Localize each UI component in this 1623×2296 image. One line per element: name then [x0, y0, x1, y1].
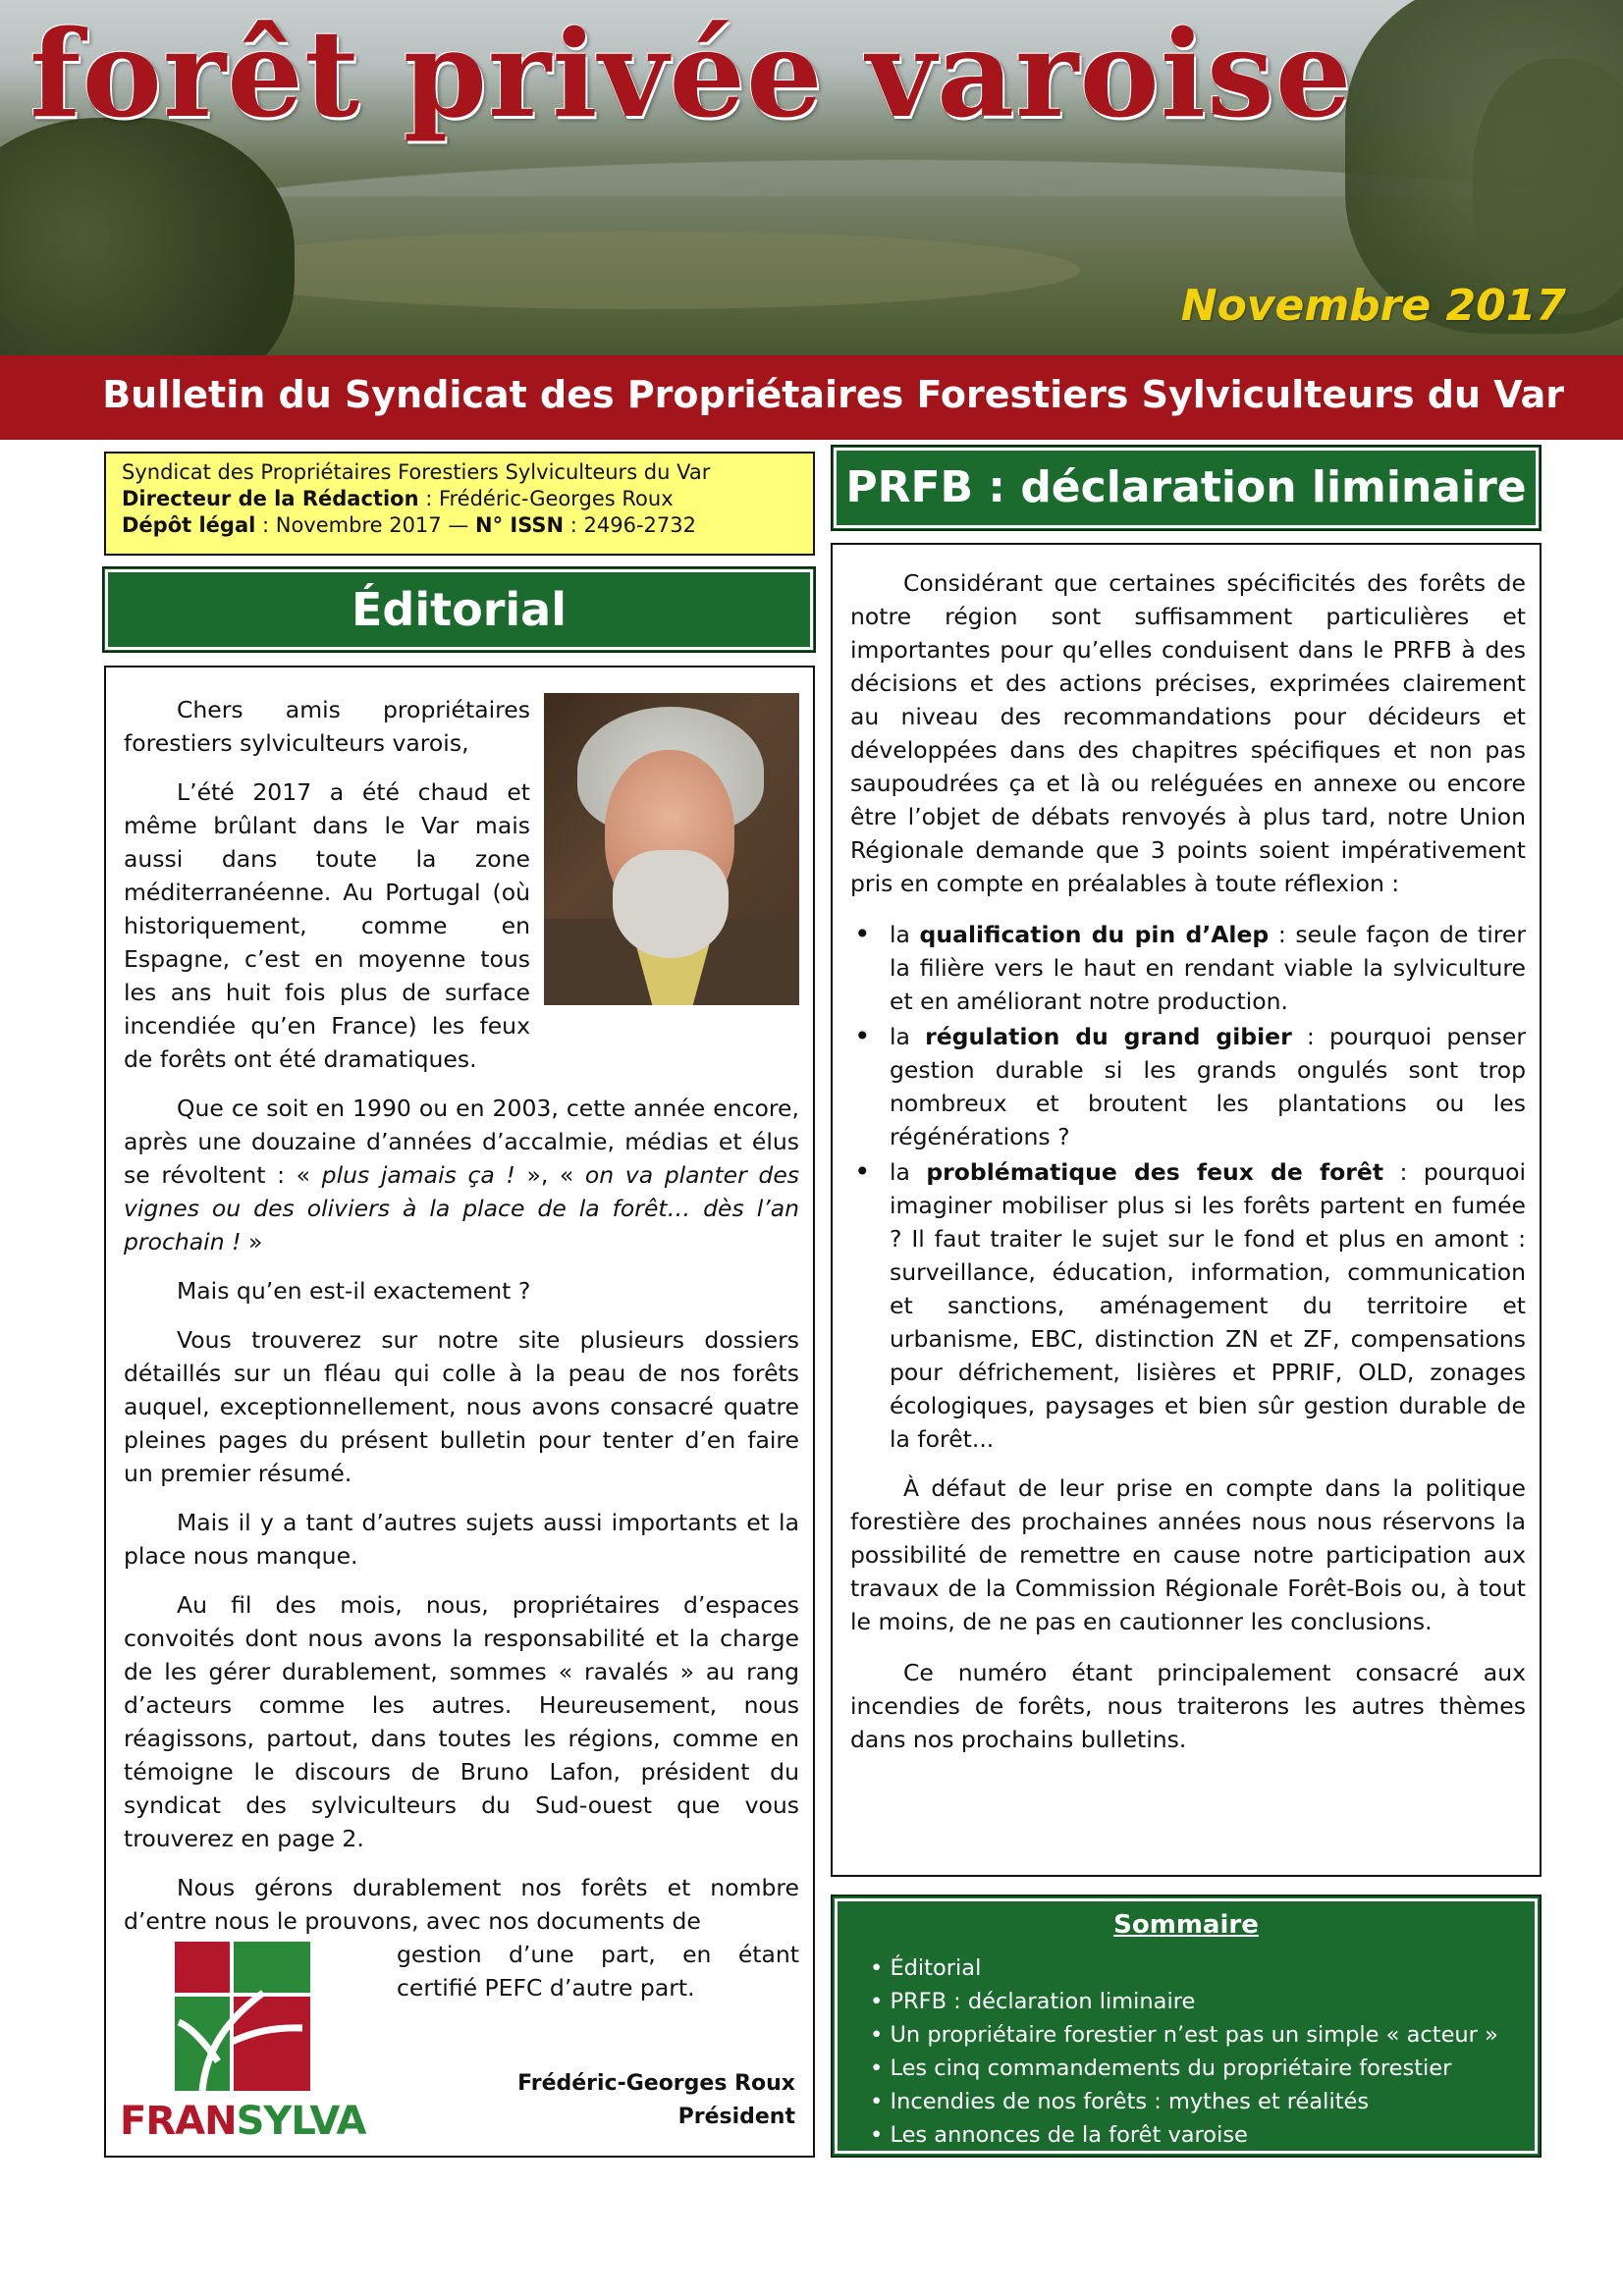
publication-info-box	[104, 452, 815, 556]
issue-date: Novembre 2017	[1180, 281, 1566, 331]
prfb-point: • la qualification du pin d’Alep : seule façon de tirer la filière vers le haut en rendant viable la sylviculture et en améliorant notre production.	[850, 918, 1526, 1018]
prfb-point: • la régulation du grand gibier : pourquoi penser gestion durable si les grands ongulés sont trop nombreux et broutent les plantations ou les régénérations ?	[850, 1020, 1526, 1153]
info-line-director: Directeur de la Rédaction : Frédéric-Georges Roux	[122, 487, 674, 510]
signature-name: Frédéric-Georges Roux	[517, 2071, 795, 2096]
toc-item[interactable]: • Les annonces de la forêt varoise	[870, 2118, 1498, 2152]
subtitle-bar	[0, 355, 1623, 440]
toc-item[interactable]: • Les cinq commandements du propriétaire forestier	[870, 2052, 1498, 2085]
editorial-article	[104, 666, 815, 2158]
table-of-contents	[831, 1895, 1542, 2158]
prfb-points-list	[850, 918, 1526, 1456]
prfb-heading: PRFB : déclaration liminaire	[831, 445, 1542, 531]
prfb-point: • la problématique des feux de forêt : pourquoi imaginer mobiliser plus si les forêts partent en fumée ? Il faut traiter le sujet sur le fond et plus en amont : surveillance, éducation, information, communication et sanctions, aménagement du territoire et urbanisme, EBC, distinction ZN et ZF, compensations pour défrichement, lisières et PPRIF, OLD, zonages écologiques, paysages et bien sûr gestion durable de la forêt...	[850, 1155, 1526, 1456]
toc-list	[870, 1951, 1498, 2152]
editorial-paragraph: Chers amis propriétaires forestiers sylviculteurs varois,	[124, 696, 530, 757]
signature-role: Président	[677, 2105, 795, 2129]
editorial-paragraph: Que ce soit en 1990 ou en 2003, cette année encore, après une douzaine d’années d’accalmie, médias et élus se révoltent : « plus jamais ça ! », « on va planter des vignes ou des oliviers à la place de la forêt… dès l’an prochain ! »	[124, 1095, 800, 1255]
toc-title: Sommaire	[1113, 1910, 1259, 1940]
toc-item[interactable]: • Éditorial	[870, 1951, 1498, 1985]
prfb-paragraph: Considérant que certaines spécificités des forêts de notre région sont suffisamment particulières et importantes pour qu’elles conduisent dans le PRFB à des décisions et des actions précises, exprimées clairement au niveau des recommandations pour décideurs et développées dans des chapitres spécifiques et non pas saupoudrées ça et là ou reléguées en annexe ou encore être l’objet de débats renvoyés à plus tard, notre Union Régionale demande que 3 points soient impérativement pris en compte en préalables à toute réflexion :	[850, 569, 1526, 897]
editorial-heading: Éditorial	[102, 566, 816, 653]
editorial-paragraph: Mais il y a tant d’autres sujets aussi importants et la place nous manque.	[124, 1509, 799, 1570]
author-portrait	[544, 693, 799, 1005]
editorial-paragraph: L’été 2017 a été chaud et même brûlant dans le Var mais aussi dans toute la zone méditerranéenne. Au Portugal (où historiquement, comme en Espagne, c’est en moyenne tous les ans huit fois plus de surface incendiée qu’en France) les feux de forêts ont été dramatiques.	[124, 778, 530, 1073]
prfb-body	[850, 566, 1526, 1774]
toc-item[interactable]: • PRFB : déclaration liminaire	[870, 1985, 1498, 2018]
editorial-body	[124, 693, 799, 2020]
masthead-banner	[0, 0, 1623, 355]
editorial-paragraph: Nous gérons durablement nos forêts et nombre d’entre nous le prouvons, avec nos documents de	[124, 1874, 799, 1935]
editorial-paragraph: Mais qu’en est-il exactement ?	[177, 1277, 531, 1305]
prfb-article	[831, 543, 1542, 1877]
editorial-paragraph-continued: gestion d’une part, en étant certifié PEFC d’autre part.	[397, 1941, 799, 2002]
publication-title: forêt privée varoise	[29, 3, 1353, 144]
toc-item[interactable]: • Un propriétaire forestier n’est pas un simple « acteur »	[870, 2018, 1498, 2052]
info-line-legal: Dépôt légal : Novembre 2017 — N° ISSN : 2496-2732	[122, 513, 696, 537]
toc-item[interactable]: • Incendies de nos forêts : mythes et réalités	[870, 2085, 1498, 2118]
info-line-syndicate: Syndicat des Propriétaires Forestiers Sylviculteurs du Var	[122, 460, 711, 484]
prfb-paragraph: Ce numéro étant principalement consacré aux incendies de forêts, nous traiterons les autres thèmes dans nos prochains bulletins.	[850, 1659, 1526, 1753]
prfb-paragraph: À défaut de leur prise en compte dans la politique forestière des prochaines années nous nous réservons la possibilité de remettre en cause notre participation aux travaux de la Commission Régionale Forêt-Bois ou, à tout le moins, de ne pas en cautionner les conclusions.	[850, 1474, 1526, 1635]
fransylva-wordmark: FRANSYLVA	[120, 2099, 366, 2144]
publication-subtitle: Bulletin du Syndicat des Propriétaires Forestiers Sylviculteurs du Var	[102, 373, 1564, 416]
editorial-signature	[517, 2067, 795, 2134]
editorial-paragraph: Au fil des mois, nous, propriétaires d’espaces convoités dont nous avons la responsabilité et la charge de les gérer durablement, sommes « ravalés » au rang d’acteurs comme les autres. Heureusement, nous réagissons, partout, dans toutes les régions, comme en témoigne le discours de Bruno Lafon, président du syndicat des sylviculteurs du Sud-ouest que vous trouverez en page 2.	[124, 1591, 799, 1852]
editorial-paragraph: Vous trouverez sur notre site plusieurs dossiers détaillés sur un fléau qui colle à la peau de nos forêts auquel, exceptionnellement, nous avons consacré quatre pleines pages du présent bulletin pour tenter d’en faire un premier résumé.	[124, 1326, 799, 1487]
